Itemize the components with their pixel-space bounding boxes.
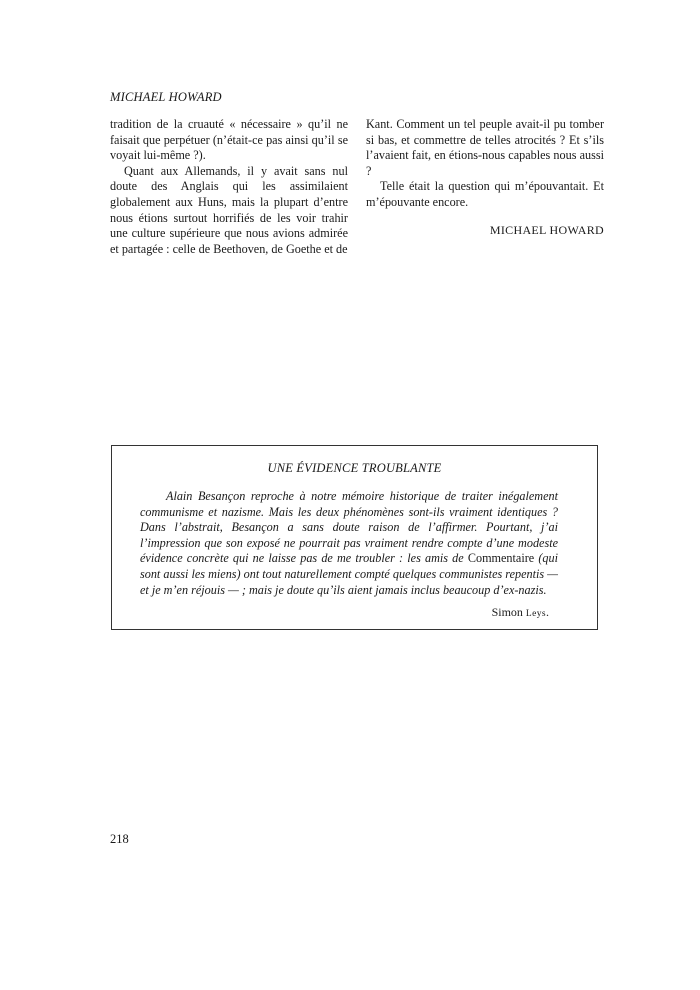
box-body <box>140 489 558 598</box>
article-signature: MICHAEL HOWARD <box>489 222 604 237</box>
box-text-part-2: (qui sont aussi les miens) ont tout naturellement compté quelques communistes repentis — et je m’en réjouis — ; mais je doute qu’ils aient jamais inclus beaucoup d’ex-nazis. <box>140 551 558 597</box>
page-number: 218 <box>110 832 129 846</box>
box-paragraph <box>140 489 558 598</box>
author-end: . <box>546 605 549 619</box>
left-column <box>110 117 348 257</box>
journal-name: Commentaire <box>467 551 535 566</box>
box-text-part-1: Alain Besançon reproche à notre mémoire historique de traiter inégalement communisme et nazisme. Mais les deux phénomènes sont-ils vraiment identiques ? Dans l’abstrait, Besançon a sans doute raison de l’affirmer. Pourtant, j’ai l’impression que son exposé ne pourrait pas vraiment rendre compte d’une modeste évidence concrète qui ne laisse pas de me troubler : les amis de <box>140 489 558 566</box>
left-paragraph-2: Quant aux Allemands, il y avait sans nul doute des Anglais qui les assimilaient globalement aux Huns, mais la plupart d’entre nous étions surtout horrifiés de les voir trahir une culture supérieure que nous avions admirée et partagée : celle de Beethoven, de Goethe et de <box>110 163 348 256</box>
right-paragraph-2: Telle était la question qui m’épouvantait. Et m’épouvante encore. <box>366 179 604 209</box>
right-paragraph-1: Kant. Comment un tel peuple avait-il pu tomber si bas, et commettre de telles atrocités ? Et s’ils l’avaient fait, en étions-nous capables nous aussi ? <box>366 117 604 178</box>
box-author <box>492 605 549 620</box>
right-column <box>366 117 604 238</box>
running-head: MICHAEL HOWARD <box>110 90 222 104</box>
author-last-name: Leys <box>525 609 546 619</box>
left-paragraph-1: tradition de la cruauté « nécessaire » qu’il ne faisait que perpétuer (n’était-ce pas ainsi qu’il se voyait lui-même ?). <box>110 117 348 163</box>
box-title: UNE ÉVIDENCE TROUBLANTE <box>267 461 442 475</box>
author-first-name: Simon <box>491 605 526 619</box>
sidebar-box <box>111 445 598 630</box>
